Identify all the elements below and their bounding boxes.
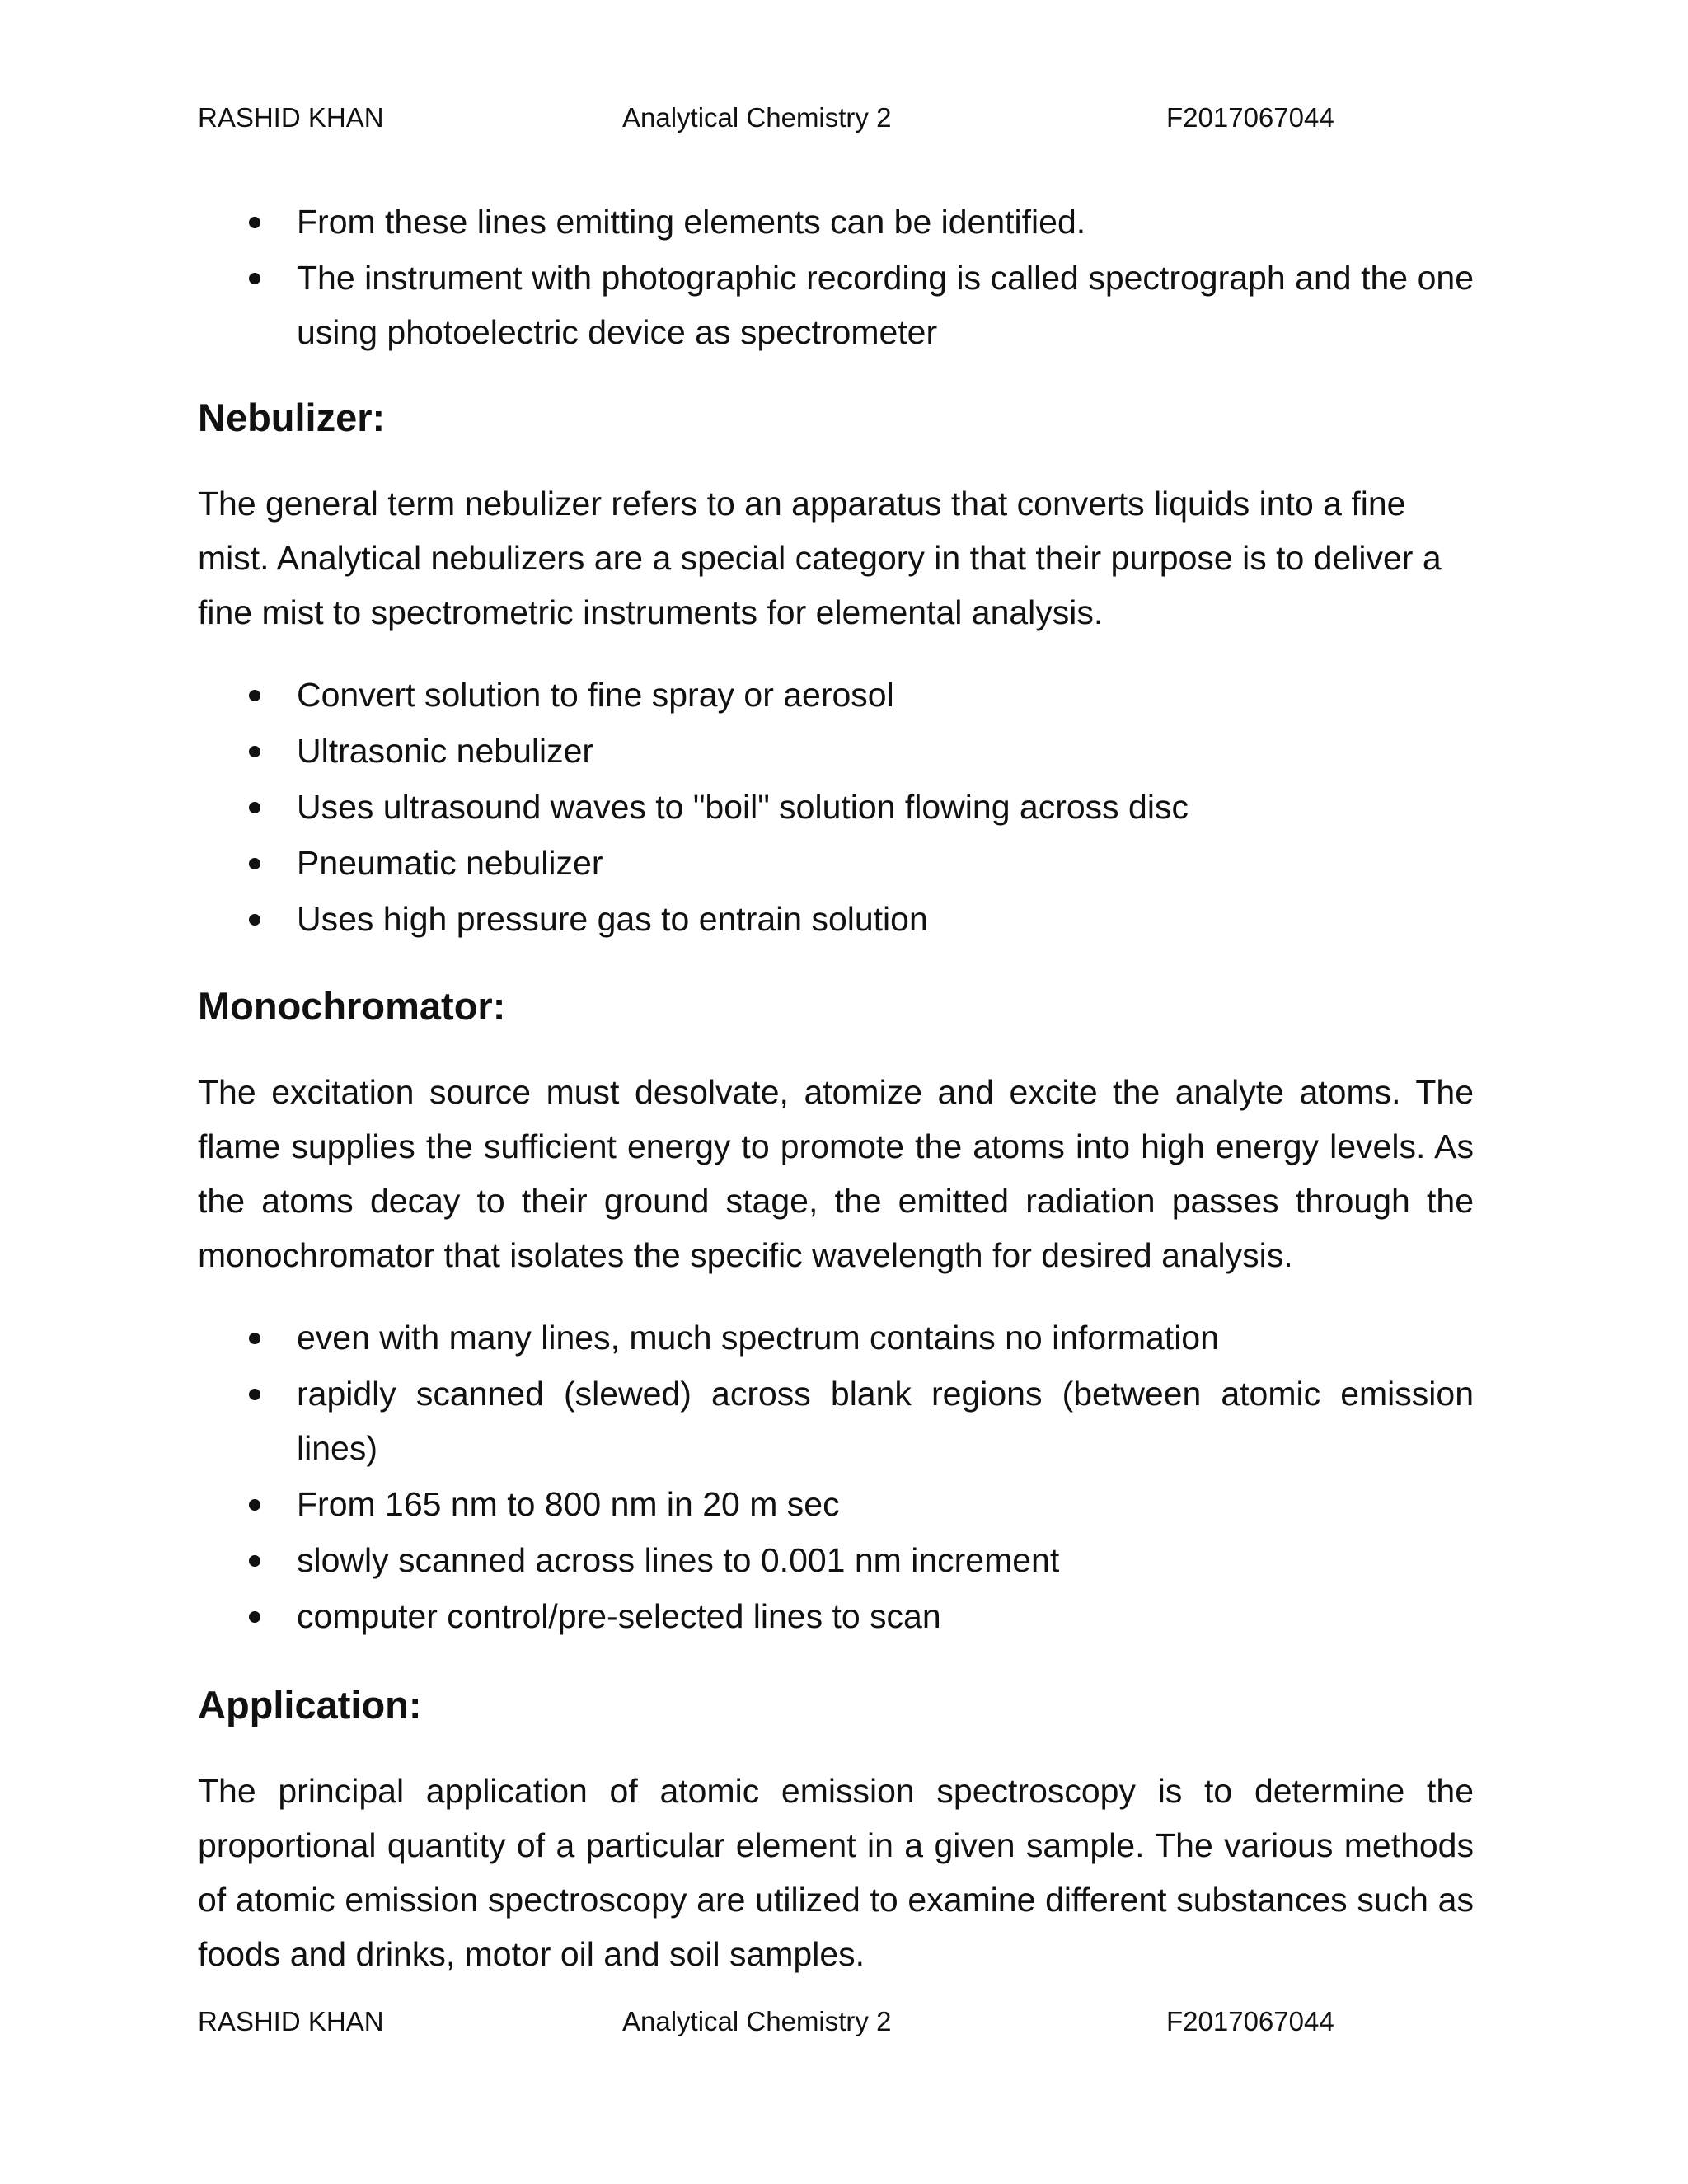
list-item: slowly scanned across lines to 0.001 nm increment <box>198 1533 1474 1587</box>
header-course: Analytical Chemistry 2 <box>622 102 892 133</box>
list-item: Pneumatic nebulizer <box>198 836 1474 890</box>
header-author: RASHID KHAN <box>198 102 384 133</box>
nebulizer-section <box>198 391 1474 445</box>
list-item: even with many lines, much spectrum contains no information <box>198 1310 1474 1365</box>
application-paragraph-block <box>198 1764 1474 1981</box>
section-heading-nebulizer: Nebulizer: <box>198 396 386 439</box>
application-section <box>198 1678 1474 1732</box>
section-heading-monochromator: Monochromator: <box>198 984 506 1028</box>
monochromator-bullet-list <box>198 1310 1474 1645</box>
list-item: computer control/pre-selected lines to scan <box>198 1589 1474 1643</box>
nebulizer-paragraph: The general term nebulizer refers to an apparatus that converts liquids into a fine mist. Analytical nebulizers are a special category in that their purpose is to deliver a fine mist to spectrometric instruments for elemental analysis. <box>198 485 1442 631</box>
list-item: Uses high pressure gas to entrain solution <box>198 892 1474 946</box>
list-item: Uses ultrasound waves to "boil" solution flowing across disc <box>198 780 1474 834</box>
list-item: Ultrasonic nebulizer <box>198 724 1474 778</box>
footer-id: F2017067044 <box>1166 2006 1334 2036</box>
header-id: F2017067044 <box>1166 102 1334 133</box>
list-item: From these lines emitting elements can be identified. <box>198 194 1474 249</box>
monochromator-paragraph-block <box>198 1065 1474 1282</box>
footer-course: Analytical Chemistry 2 <box>622 2006 892 2036</box>
application-paragraph: The principal application of atomic emission spectroscopy is to determine the proportional quantity of a particular element in a given sample. The various methods of atomic emission spectroscopy are utilized to examine different substances such as foods and drinks, motor oil and soil samples. <box>198 1772 1474 1973</box>
section-heading-application: Application: <box>198 1683 422 1727</box>
monochromator-paragraph: The excitation source must desolvate, atomize and excite the analyte atoms. The flame supplies the sufficient energy to promote the atoms into high energy levels. As the atoms decay to their ground stage, the emitted radiation passes through the monochromator that isolates the specific wavelength for desired analysis. <box>198 1073 1474 1274</box>
nebulizer-bullet-list <box>198 668 1474 948</box>
page-footer <box>198 2001 1368 2042</box>
nebulizer-paragraph-block <box>198 476 1474 640</box>
list-item: The instrument with photographic recording is called spectrograph and the one using photoelectric device as spectrometer <box>198 251 1474 359</box>
intro-bullet-list <box>198 194 1474 361</box>
page-header <box>198 97 1368 138</box>
list-item: Convert solution to fine spray or aerosol <box>198 668 1474 722</box>
list-item: From 165 nm to 800 nm in 20 m sec <box>198 1477 1474 1531</box>
monochromator-section <box>198 979 1474 1033</box>
list-item: rapidly scanned (slewed) across blank regions (between atomic emission lines) <box>198 1366 1474 1475</box>
footer-author: RASHID KHAN <box>198 2006 384 2036</box>
